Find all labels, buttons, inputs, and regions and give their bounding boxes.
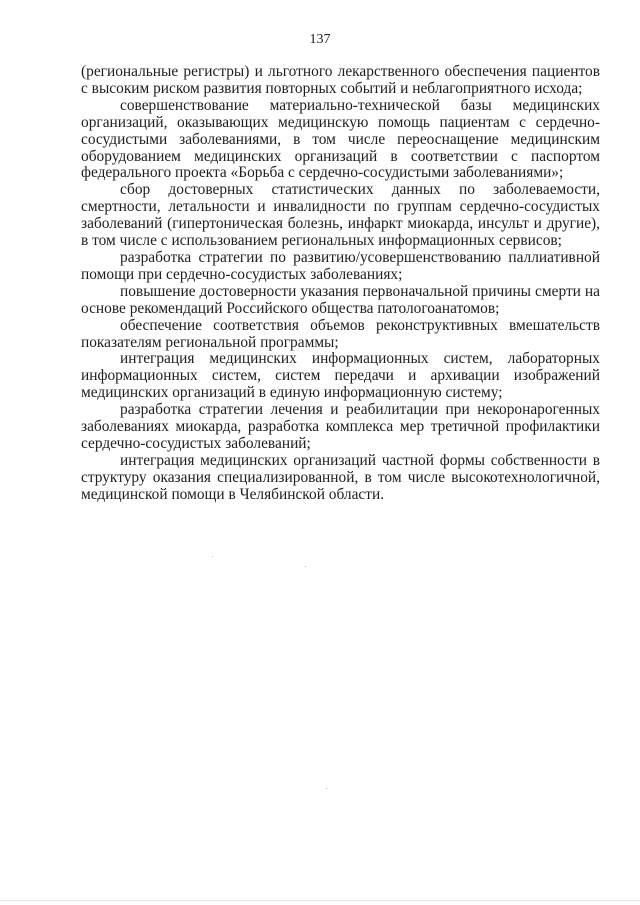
paragraph-continuation: (региональные регистры) и льготного лекарственного обеспечения пациентов с высоким риском развития повторных событий и неблагоприятного исхода; [81,63,600,97]
document-body [81,64,600,504]
list-item-equipment-upgrade: совершенствование материально-технической базы медицинских организаций, оказывающих медицинскую помощь пациентам с сердечно-сосудистыми заболеваниями, в том числе переоснащение медицинским оборудованием медицинских организаций в соответствии с паспортом федерального проекта «Борьба с сердечно-сосудистыми заболеваниями»; [81,96,600,182]
list-item-statistics-collection: сбор достоверных статистических данных по заболеваемости, смертности, летальности и инвалидности по группам сердечно-сосудистых заболеваний (гипертоническая болезнь, инфаркт миокарда, инсульт и другие), в том числе с использованием региональных информационных сервисов; [81,181,600,250]
list-item-private-organizations-integration: интеграция медицинских организаций частной формы собственности в структуру оказания специализированной, в том числе высокотехнологичной, медицинской помощи в Челябинской области. [81,451,600,503]
scan-bottom-edge [0,900,640,901]
list-item-reconstructive-interventions: обеспечение соответствия объемов реконструктивных вмешательств показателям региональной программы; [81,316,600,351]
list-item-rehabilitation-strategy: разработка стратегии лечения и реабилитации при некоронарогенных заболеваниях миокарда, разработка комплекса мер третичной профилактики сердечно-сосудистых заболеваний; [81,401,600,452]
scan-speck [305,566,306,567]
list-item-palliative-strategy: разработка стратегии по развитию/усовершенствованию паллиативной помощи при сердечно-сосудистых заболеваниях; [81,248,600,283]
scan-speck [212,556,213,557]
list-item-death-cause-accuracy: повышение достоверности указания первоначальной причины смерти на основе рекомендаций Российского общества патологоанатомов; [81,282,600,317]
page-number: 137 [309,32,331,47]
list-item-information-systems-integration: интеграция медицинских информационных систем, лабораторных информационных систем, систем передачи и архивации изображений медицинских организаций в единую информационную систему; [81,350,600,402]
scan-speck [326,788,327,789]
